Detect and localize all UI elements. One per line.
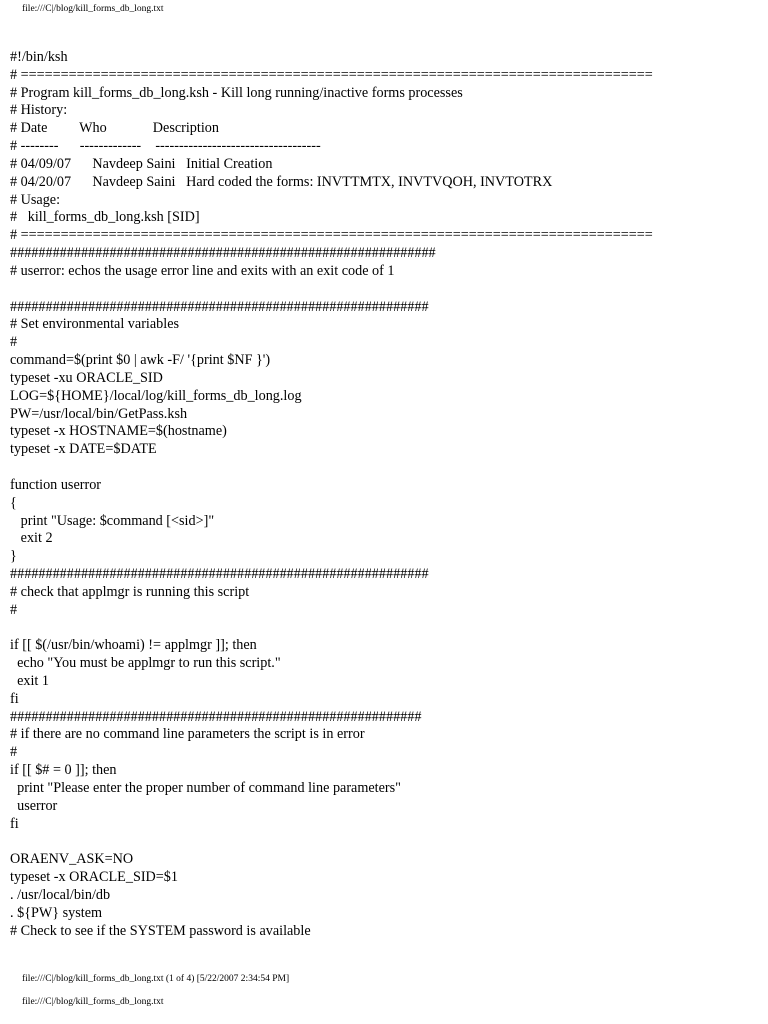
script-line: exit 1 [10,672,50,689]
script-line: if [[ $(/usr/bin/whoami) != applmgr ]]; then [10,637,257,654]
script-line: PW=/usr/local/bin/GetPass.ksh [10,405,188,422]
script-line: typeset -x HOSTNAME=$(hostname) [10,423,227,440]
script-line: # Date Who Description [10,120,219,137]
script-line: . ${PW} system [10,904,103,921]
script-line: . /usr/local/bin/db [10,886,111,903]
script-line: echo "You must be applmgr to run this script." [10,655,281,672]
script-line [10,620,760,638]
script-line [10,281,760,299]
script-line: # check that applmgr is running this script [10,583,250,600]
script-line: LOG=${HOME}/local/log/kill_forms_db_long.log [10,387,302,404]
script-line: if [[ $# = 0 ]]; then [10,762,117,779]
script-line: # Usage: [10,191,61,208]
script-line: # =============================================================================== [10,66,653,83]
script-line: print "Usage: $command [<sid>]" [10,512,215,529]
script-line: typeset -xu ORACLE_SID [10,369,163,386]
script-line: # userror: echos the usage error line and exits with an exit code of 1 [10,262,395,279]
script-line: ########################################################## [10,708,422,725]
script-line: ORAENV_ASK=NO [10,851,134,868]
script-line: # [10,334,18,351]
script-line: # [10,601,18,618]
script-line: ############################################################ [10,245,436,262]
script-line: } [10,548,17,565]
script-line: # History: [10,102,68,119]
page-header-file-path: file:///C|/blog/kill_forms_db_long.txt [22,4,164,14]
script-line: function userror [10,476,102,493]
script-line: fi [10,815,19,832]
script-line: ########################################################### [10,566,429,583]
script-line: { [10,494,17,511]
next-page-header-file-path: file:///C|/blog/kill_forms_db_long.txt [22,997,164,1007]
script-line: # 04/20/07 Navdeep Saini Hard coded the forms: INVTTMTX, INVTVQOH, INVTOTRX [10,173,553,190]
script-line: # Check to see if the SYSTEM password is available [10,922,311,939]
script-line [10,459,760,477]
script-line: # Program kill_forms_db_long.ksh - Kill long running/inactive forms processes [10,84,463,101]
script-line: ########################################################### [10,298,429,315]
script-line: userror [10,797,58,814]
script-line: typeset -x ORACLE_SID=$1 [10,869,178,886]
script-text-body [10,49,760,940]
script-line: # -------- ------------- ----------------------------------- [10,138,321,155]
script-line: # Set environmental variables [10,316,180,333]
script-line: # if there are no command line parameters the script is in error [10,726,365,743]
script-line [10,833,760,851]
script-line: fi [10,690,19,707]
page-footer-info: file:///C|/blog/kill_forms_db_long.txt (1 of 4) [5/22/2007 2:34:54 PM] [22,974,290,984]
script-line: # kill_forms_db_long.ksh [SID] [10,209,200,226]
script-line: command=$(print $0 | awk -F/ '{print $NF }') [10,352,271,369]
script-line: #!/bin/ksh [10,49,68,65]
script-line: print "Please enter the proper number of command line parameters" [10,779,401,796]
script-line: # [10,744,18,761]
script-line: exit 2 [10,530,53,547]
script-line: # =============================================================================== [10,227,653,244]
script-line: # 04/09/07 Navdeep Saini Initial Creation [10,155,273,172]
script-line: typeset -x DATE=$DATE [10,441,157,458]
